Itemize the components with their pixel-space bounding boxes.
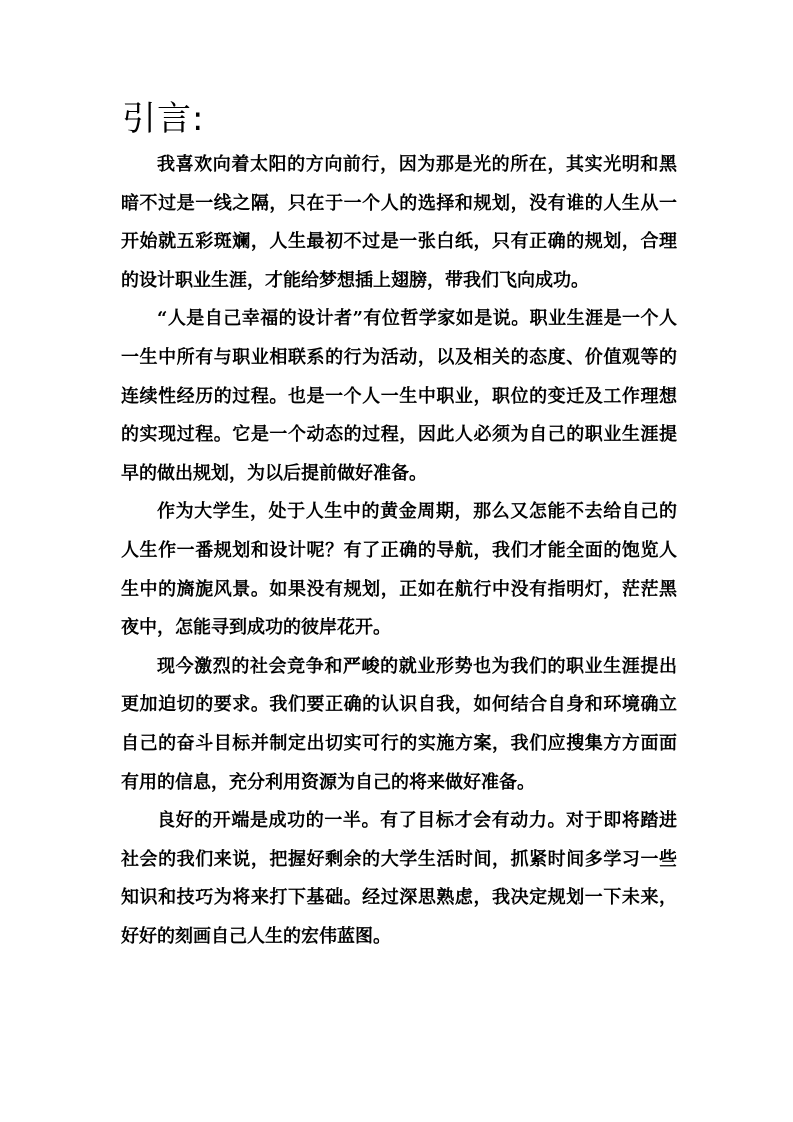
paragraph-4: 现今激烈的社会竞争和严峻的就业形势也为我们的职业生涯提出更加迫切的要求。我们要正确的认识自我，如何结合自身和环境确立自己的奋斗目标并制定出切实可行的实施方案，我们应搜集方方面面有用的信息，充分利用资源为自己的将来做好准备。	[121, 655, 677, 793]
paragraph-1: 我喜欢向着太阳的方向前行，因为那是光的所在，其实光明和黑暗不过是一线之隔，只在于一个人的选择和规划，没有谁的人生从一开始就五彩斑斓，人生最初不过是一张白纸，只有正确的规划，合理的设计职业生涯，才能给梦想插上翅膀，带我们飞向成功。	[121, 154, 677, 291]
paragraph-2: “人是自己幸福的设计者”有位哲学家如是说。职业生涯是一个人一生中所有与职业相联系的行为活动，以及相关的态度、价值观等的连续性经历的过程。也是一个人一生中职业，职位的变迁及工作理想的实现过程。它是一个动态的过程，因此人必须为自己的职业生涯提早的做出规划，为以后提前做好准备。	[121, 308, 677, 484]
body-text	[121, 146, 677, 956]
heading: 引言:	[122, 99, 205, 139]
paragraph-3: 作为大学生，处于人生中的黄金周期，那么又怎能不去给自己的人生作一番规划和设计呢？有了正确的导航，我们才能全面的饱览人生中的旖旎风景。如果没有规划，正如在航行中没有指明灯，茫茫黑夜中，怎能寻到成功的彼岸花开。	[121, 501, 677, 639]
paragraph-5: 良好的开端是成功的一半。有了目标才会有动力。对于即将踏进社会的我们来说，把握好剩余的大学生活时间，抓紧时间多学习一些知识和技巧为将来打下基础。经过深思熟虑，我决定规划一下未来，好好的刻画自己人生的宏伟蓝图。	[121, 810, 677, 947]
